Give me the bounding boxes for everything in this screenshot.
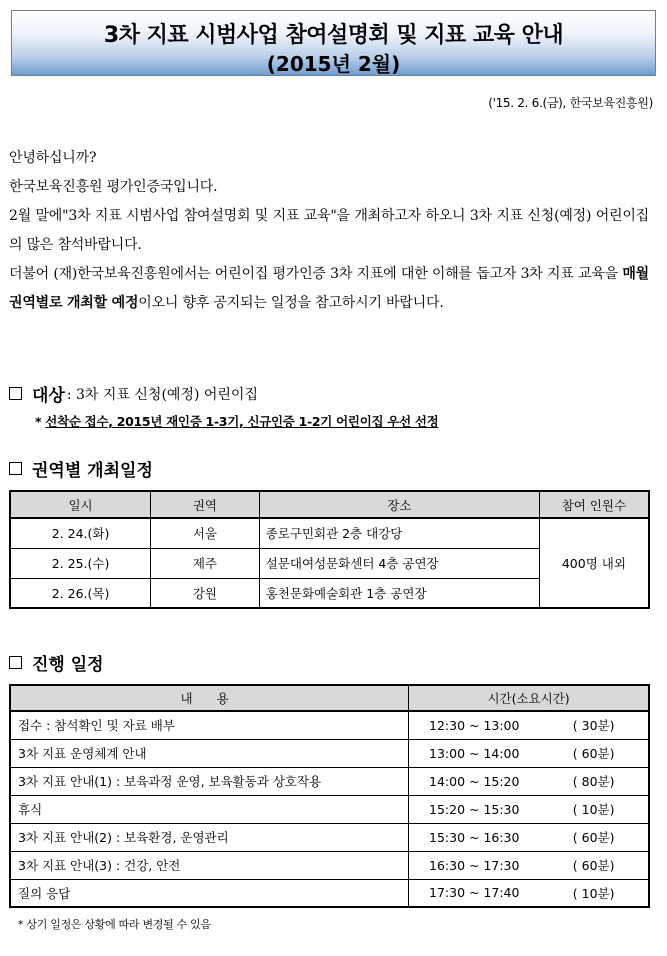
progress-heading-label: 진행 일정 bbox=[32, 655, 104, 675]
table-row bbox=[10, 767, 649, 795]
issue-dateline: ('15. 2. 6.(금), 한국보육진흥원) bbox=[488, 96, 653, 110]
page-subtitle: (2015년 2월) bbox=[266, 52, 401, 76]
schedule-footnote: * 상기 일정은 상황에 따라 변경될 수 있음 bbox=[18, 918, 211, 931]
cell-duration: ( 60분) bbox=[539, 739, 649, 767]
cell-place: 홍천문화예술회관 1층 공연장 bbox=[259, 578, 539, 608]
greeting: 안녕하십니까? bbox=[9, 150, 97, 166]
square-bullet-icon bbox=[9, 462, 22, 475]
col-header-place: 장소 bbox=[259, 491, 539, 518]
para2-text-end: 이오니 향후 공지되는 일정을 참고하시기 바랍니다. bbox=[138, 295, 444, 311]
col-header-region: 권역 bbox=[151, 491, 260, 518]
schedule-heading bbox=[9, 456, 153, 481]
cell-date: 2. 26.(목) bbox=[10, 578, 151, 608]
organization-line: 한국보육진흥원 평가인증국입니다. bbox=[9, 179, 218, 195]
table-header-row bbox=[10, 685, 649, 711]
cell-time: 12:30 ~ 13:00 bbox=[409, 711, 540, 739]
progress-schedule-table bbox=[9, 684, 650, 908]
cell-duration: ( 10분) bbox=[539, 879, 649, 907]
title-banner bbox=[11, 10, 656, 76]
target-heading bbox=[9, 381, 258, 406]
cell-time: 16:30 ~ 17:30 bbox=[409, 851, 540, 879]
cell-time: 14:00 ~ 15:20 bbox=[409, 767, 540, 795]
cell-time: 13:00 ~ 14:00 bbox=[409, 739, 540, 767]
cell-time: 15:30 ~ 16:30 bbox=[409, 823, 540, 851]
cell-duration: ( 10분) bbox=[539, 795, 649, 823]
target-note-text: 선착순 접수, 2015년 재인증 1-3기, 신규인증 1-2기 어린이집 우선 선정 bbox=[45, 414, 439, 429]
col-header-capacity: 참여 인원수 bbox=[539, 491, 649, 518]
table-row bbox=[10, 851, 649, 879]
table-header-row bbox=[10, 491, 649, 518]
progress-heading bbox=[9, 650, 104, 675]
cell-duration: ( 30분) bbox=[539, 711, 649, 739]
schedule-heading-label: 권역별 개최일정 bbox=[32, 461, 153, 481]
cell-content: 3차 지표 운영체계 안내 bbox=[10, 739, 409, 767]
table-row bbox=[10, 711, 649, 739]
cell-content: 3차 지표 안내(3) : 건강, 안전 bbox=[10, 851, 409, 879]
cell-duration: ( 80분) bbox=[539, 767, 649, 795]
regional-schedule-table bbox=[9, 490, 650, 609]
page-title: 3차 지표 시범사업 참여설명회 및 지표 교육 안내 bbox=[103, 23, 564, 48]
intro-paragraph-1: 2월 말에"3차 지표 시범사업 참여설명회 및 지표 교육"을 개최하고자 하오니 3차 지표 신청(예정) 어린이집의 많은 참석바랍니다. bbox=[9, 208, 649, 253]
cell-region: 제주 bbox=[151, 548, 260, 578]
cell-duration: ( 60분) bbox=[539, 823, 649, 851]
cell-date: 2. 25.(수) bbox=[10, 548, 151, 578]
cell-capacity: 400명 내외 bbox=[539, 518, 649, 608]
target-note bbox=[35, 412, 438, 430]
cell-place: 종로구민회관 2층 대강당 bbox=[259, 518, 539, 548]
cell-region: 서울 bbox=[151, 518, 260, 548]
table-row bbox=[10, 879, 649, 907]
target-heading-label: 대상 bbox=[32, 386, 65, 406]
cell-content: 3차 지표 안내(1) : 보육과정 운영, 보육활동과 상호작용 bbox=[10, 767, 409, 795]
cell-content: 3차 지표 안내(2) : 보육환경, 운영관리 bbox=[10, 823, 409, 851]
intro-paragraph-2 bbox=[9, 260, 649, 318]
table-row bbox=[10, 518, 649, 548]
cell-time: 17:30 ~ 17:40 bbox=[409, 879, 540, 907]
cell-content: 접수 : 참석확인 및 자료 배부 bbox=[10, 711, 409, 739]
cell-content: 휴식 bbox=[10, 795, 409, 823]
cell-date: 2. 24.(화) bbox=[10, 518, 151, 548]
cell-region: 강원 bbox=[151, 578, 260, 608]
square-bullet-icon bbox=[9, 387, 22, 400]
cell-duration: ( 60분) bbox=[539, 851, 649, 879]
para2-text-start: 더불어 (재)한국보육진흥원에서는 어린이집 평가인증 3차 지표에 대한 이해를 돕고자 3차 지표 교육을 bbox=[9, 266, 623, 282]
square-bullet-icon bbox=[9, 656, 22, 669]
col-header-content: 내 용 bbox=[10, 685, 409, 711]
col-header-time: 시간(소요시간) bbox=[409, 685, 649, 711]
table-row bbox=[10, 795, 649, 823]
cell-time: 15:20 ~ 15:30 bbox=[409, 795, 540, 823]
target-value: : 3차 지표 신청(예정) 어린이집 bbox=[66, 386, 258, 403]
cell-content: 질의 응답 bbox=[10, 879, 409, 907]
cell-place: 설문대여성문화센터 4층 공연장 bbox=[259, 548, 539, 578]
col-header-date: 일시 bbox=[10, 491, 151, 518]
table-row bbox=[10, 823, 649, 851]
para2-emphasis: 매월 권역별로 개최할 예정 bbox=[9, 266, 649, 311]
table-row bbox=[10, 739, 649, 767]
target-note-marker: * bbox=[35, 414, 46, 429]
